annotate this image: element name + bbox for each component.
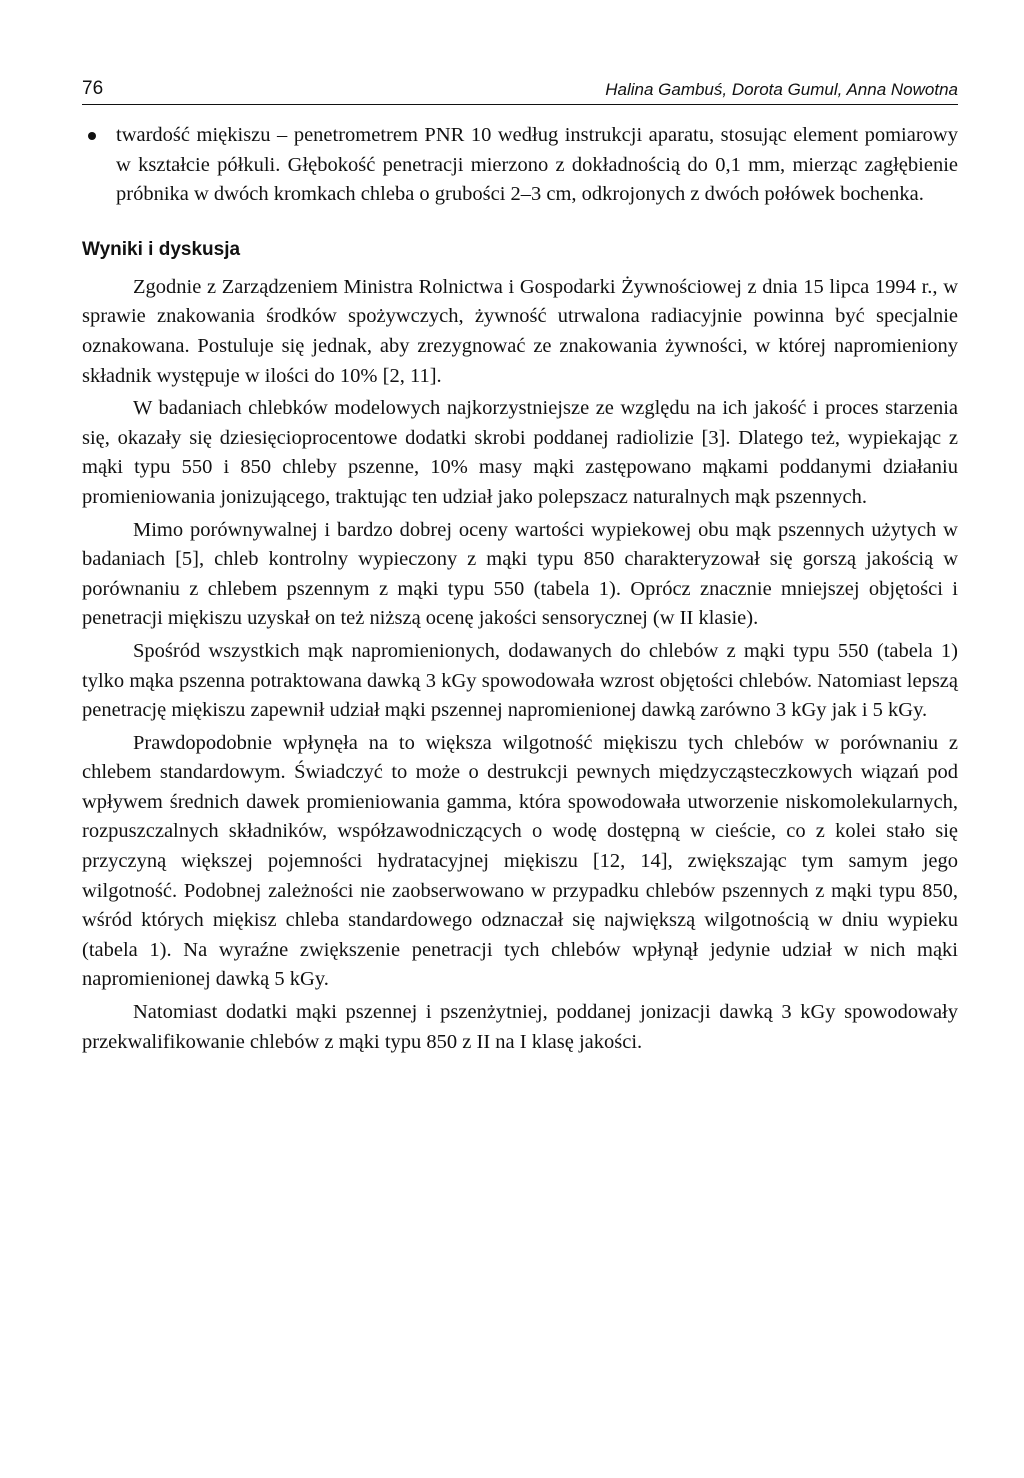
bullet-item-softness bbox=[82, 121, 958, 210]
bullet-text: twardość miękiszu – penetrometrem PNR 10 według instrukcji aparatu, stosując element pomiarowy w kształcie półkuli. Głębokość penetracji mierzono z dokładnością do 0,1 mm, mierząc zagłębienie próbnika w dwóch kromkach chleba o grubości 2–3 cm, odkrojonych z dwóch połówek bochenka. bbox=[116, 124, 958, 206]
page bbox=[82, 70, 958, 1057]
running-header bbox=[82, 70, 958, 105]
header-authors: Halina Gambuś, Dorota Gumul, Anna Nowotna bbox=[605, 80, 958, 99]
page-number: 76 bbox=[82, 78, 104, 99]
paragraph-moisture: Prawdopodobnie wpłynęła na to większa wilgotność miękiszu tych chlebów w porównaniu z chlebem standardowym. Świadczyć to może o destrukcji pewnych międzycząsteczkowych wiązań pod wpływem średnich dawek promieniowania gamma, która spowodowała utworzenie niskomolekularnych, rozpuszczalnych składników, współzawodniczących o wodę dostępną w cieście, co z kolei stało się przyczyną większej pojemności hydratacyjnej miękiszu [12, 14], zwiększając tym samym jego wilgotność. Podobnej zależności nie zaobserwowano w przypadku chlebów pszennych z mąki typu 850, wśród których miękisz chleba standardowego odznaczał się największą wilgotnością w dniu wypieku (tabela 1). Na wyraźne zwiększenie penetracji tych chlebów wpłynął jedynie udział w nich mąki napromienionej dawką 5 kGy. bbox=[82, 731, 958, 991]
paragraph-quality-class: Natomiast dodatki mąki pszennej i pszenżytniej, poddanej jonizacji dawką 3 kGy spowodowały przekwalifikowanie chlebów z mąki typu 850 z II na I klasę jakości. bbox=[82, 1001, 958, 1053]
section-heading: Wyniki i dyskusja bbox=[82, 238, 241, 260]
paragraph-model-breads: W badaniach chlebków modelowych najkorzystniejsze ze względu na ich jakość i proces starzenia się, okazały się dziesięcioprocentowe dodatki skrobi poddanej radiolizie [3]. Dlatego też, wypiekając z mąki typu 550 i 850 chleby pszenne, 10% masy mąki zastępowano mąkami poddanymi działaniu promieniowania jonizującego, traktując ten udział jako polepszacz naturalnych mąk pszennych. bbox=[82, 397, 958, 508]
bullet-icon bbox=[88, 132, 96, 140]
paragraph-control-bread: Mimo porównywalnej i bardzo dobrej oceny wartości wypiekowej obu mąk pszennych użytych w badaniach [5], chleb kontrolny wypieczony z mąki typu 850 charakteryzował się gorszą jakością w porównaniu z chlebem pszennym z mąki typu 550 (tabela 1). Oprócz znacznie mniejszej objętości i penetracji miękiszu uzyskał on też niższą ocenę jakości sensorycznej (w II klasie). bbox=[82, 518, 958, 630]
paragraph-regulation: Zgodnie z Zarządzeniem Ministra Rolnictwa i Gospodarki Żywnościowej z dnia 15 lipca 1994 r., w sprawie znakowania środków spożywczych, żywność utrwalona radiacyjnie powinna być specjalnie oznakowana. Postuluje się jednak, aby zrezygnować ze znakowania żywności, w której napromieniony składnik występuje w ilości do 10% [2, 11]. bbox=[82, 275, 958, 387]
paragraph-irradiated-flours: Spośród wszystkich mąk napromienionych, dodawanych do chlebów z mąki typu 550 (tabela 1) tylko mąka pszenna potraktowana dawką 3 kGy spowodowała wzrost objętości chlebów. Natomiast lepszą penetrację miękiszu zapewnił udział mąki pszennej napromienionej dawką zarówno 3 kGy jak i 5 kGy. bbox=[82, 639, 958, 722]
